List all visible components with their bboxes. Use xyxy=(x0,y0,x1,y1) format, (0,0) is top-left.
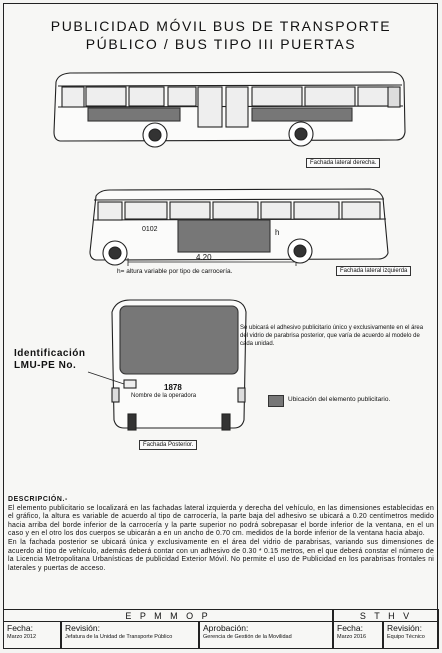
description-heading: DESCRIPCIÓN.- xyxy=(8,496,68,503)
description-paragraph-1: El elemento publicitario se localizará en las fachadas lateral izquierda y derecha del vehículo, en las dimensiones establecidas en el gráfico, la altura es variable de acuerdo al tipo de carrocería, la parte baja del adhesivo se ubicará a 0.20 centímetros medido hacia arriba del borde inferior de la carrocería y la parte superior no podrá sobrepasar el borde inferior de la ventana, en el un caso y en el otro los dos cuerpos se ubicarán a en un ancho de 0.70 cm. medidos de la borde inferior de la ventana hacia abajo. xyxy=(8,504,434,538)
rear-placement-note: Se ubicará el adhesivo publicitario único y exclusivamente en el área del vidrio de parabrisa posterior, que varía de acuerdo al modelo de cada unidad. xyxy=(240,325,424,347)
footer-fecha2-value: Marzo 2016 xyxy=(337,634,367,640)
footer-org: E P M M O P xyxy=(3,609,333,622)
rear-bus-number: 1878 xyxy=(164,383,182,392)
identification-label: Identificación LMU-PE No. xyxy=(14,348,86,371)
bus-right-side xyxy=(54,72,405,147)
footer-revision-cell xyxy=(61,621,199,649)
description-section xyxy=(8,496,434,573)
description-paragraph-2: En la fachada posterior se ubicará única y exclusivamente en el área del vidrio de parabrisas, variando sus dimensiones de acuerdo al tipo de vehículo, además deberá contar con un adhesivo de 0.30 * 0.15 metros, en el que deberá constar el número de la Licencia Metropolitana Urbanísticas de publicidad Exterior Móvil. No permite el uso de Publicidad en los parabrisas frontales ni laterales y puertas de acceso. xyxy=(8,538,434,572)
footer-aprobacion-cell xyxy=(199,621,333,649)
bus-rear xyxy=(112,300,246,430)
footer-revision-label: Revisión: xyxy=(65,623,100,633)
footer-fecha-value: Marzo 2012 xyxy=(7,634,37,640)
height-note: h= altura variable por tipo de carrocería. xyxy=(117,268,233,275)
ad-area-right-1 xyxy=(88,108,180,121)
footer-fecha2-label: Fecha: xyxy=(337,623,363,633)
bus-left-side xyxy=(90,189,388,266)
footer-fecha-cell xyxy=(3,621,61,649)
label-rear-facade: Fachada Posterior. xyxy=(139,440,197,450)
footer-table xyxy=(3,609,439,649)
ad-area-right-2 xyxy=(252,108,352,121)
height-marker: h xyxy=(275,228,280,237)
ad-area-left xyxy=(178,220,270,252)
footer-revision-value: Jefatura de la Unidad de Transporte Público xyxy=(65,634,173,640)
ad-area-rear xyxy=(120,306,238,374)
footer-aprobacion-value: Gerencia de Gestión de la Movilidad xyxy=(203,634,292,640)
legend-swatch xyxy=(268,395,284,407)
footer-revision2-label: Revisión: xyxy=(387,623,422,633)
legend-label: Ubicación del elemento publicitario. xyxy=(288,396,391,403)
footer-fecha-label: Fecha: xyxy=(7,623,33,633)
document-title-line1: PUBLICIDAD MÓVIL BUS DE TRANSPORTE xyxy=(50,18,392,34)
left-bus-number: 0102 xyxy=(142,226,158,233)
document-title-line2: PÚBLICO / BUS TIPO III PUERTAS xyxy=(85,36,357,52)
label-right-facade: Fachada lateral derecha. xyxy=(306,158,380,168)
rear-operator-name: Nombre de la operadora xyxy=(131,393,197,399)
dimension-label: 4.20 xyxy=(196,253,212,262)
footer-fecha2-cell xyxy=(333,621,383,649)
footer-code: S T H V xyxy=(333,609,439,622)
footer-revision2-cell xyxy=(383,621,439,649)
footer-revision2-value: Equipo Técnico xyxy=(387,634,425,640)
footer-aprobacion-label: Aprobación: xyxy=(203,623,249,633)
label-left-facade: Fachada lateral izquierda xyxy=(336,266,411,276)
